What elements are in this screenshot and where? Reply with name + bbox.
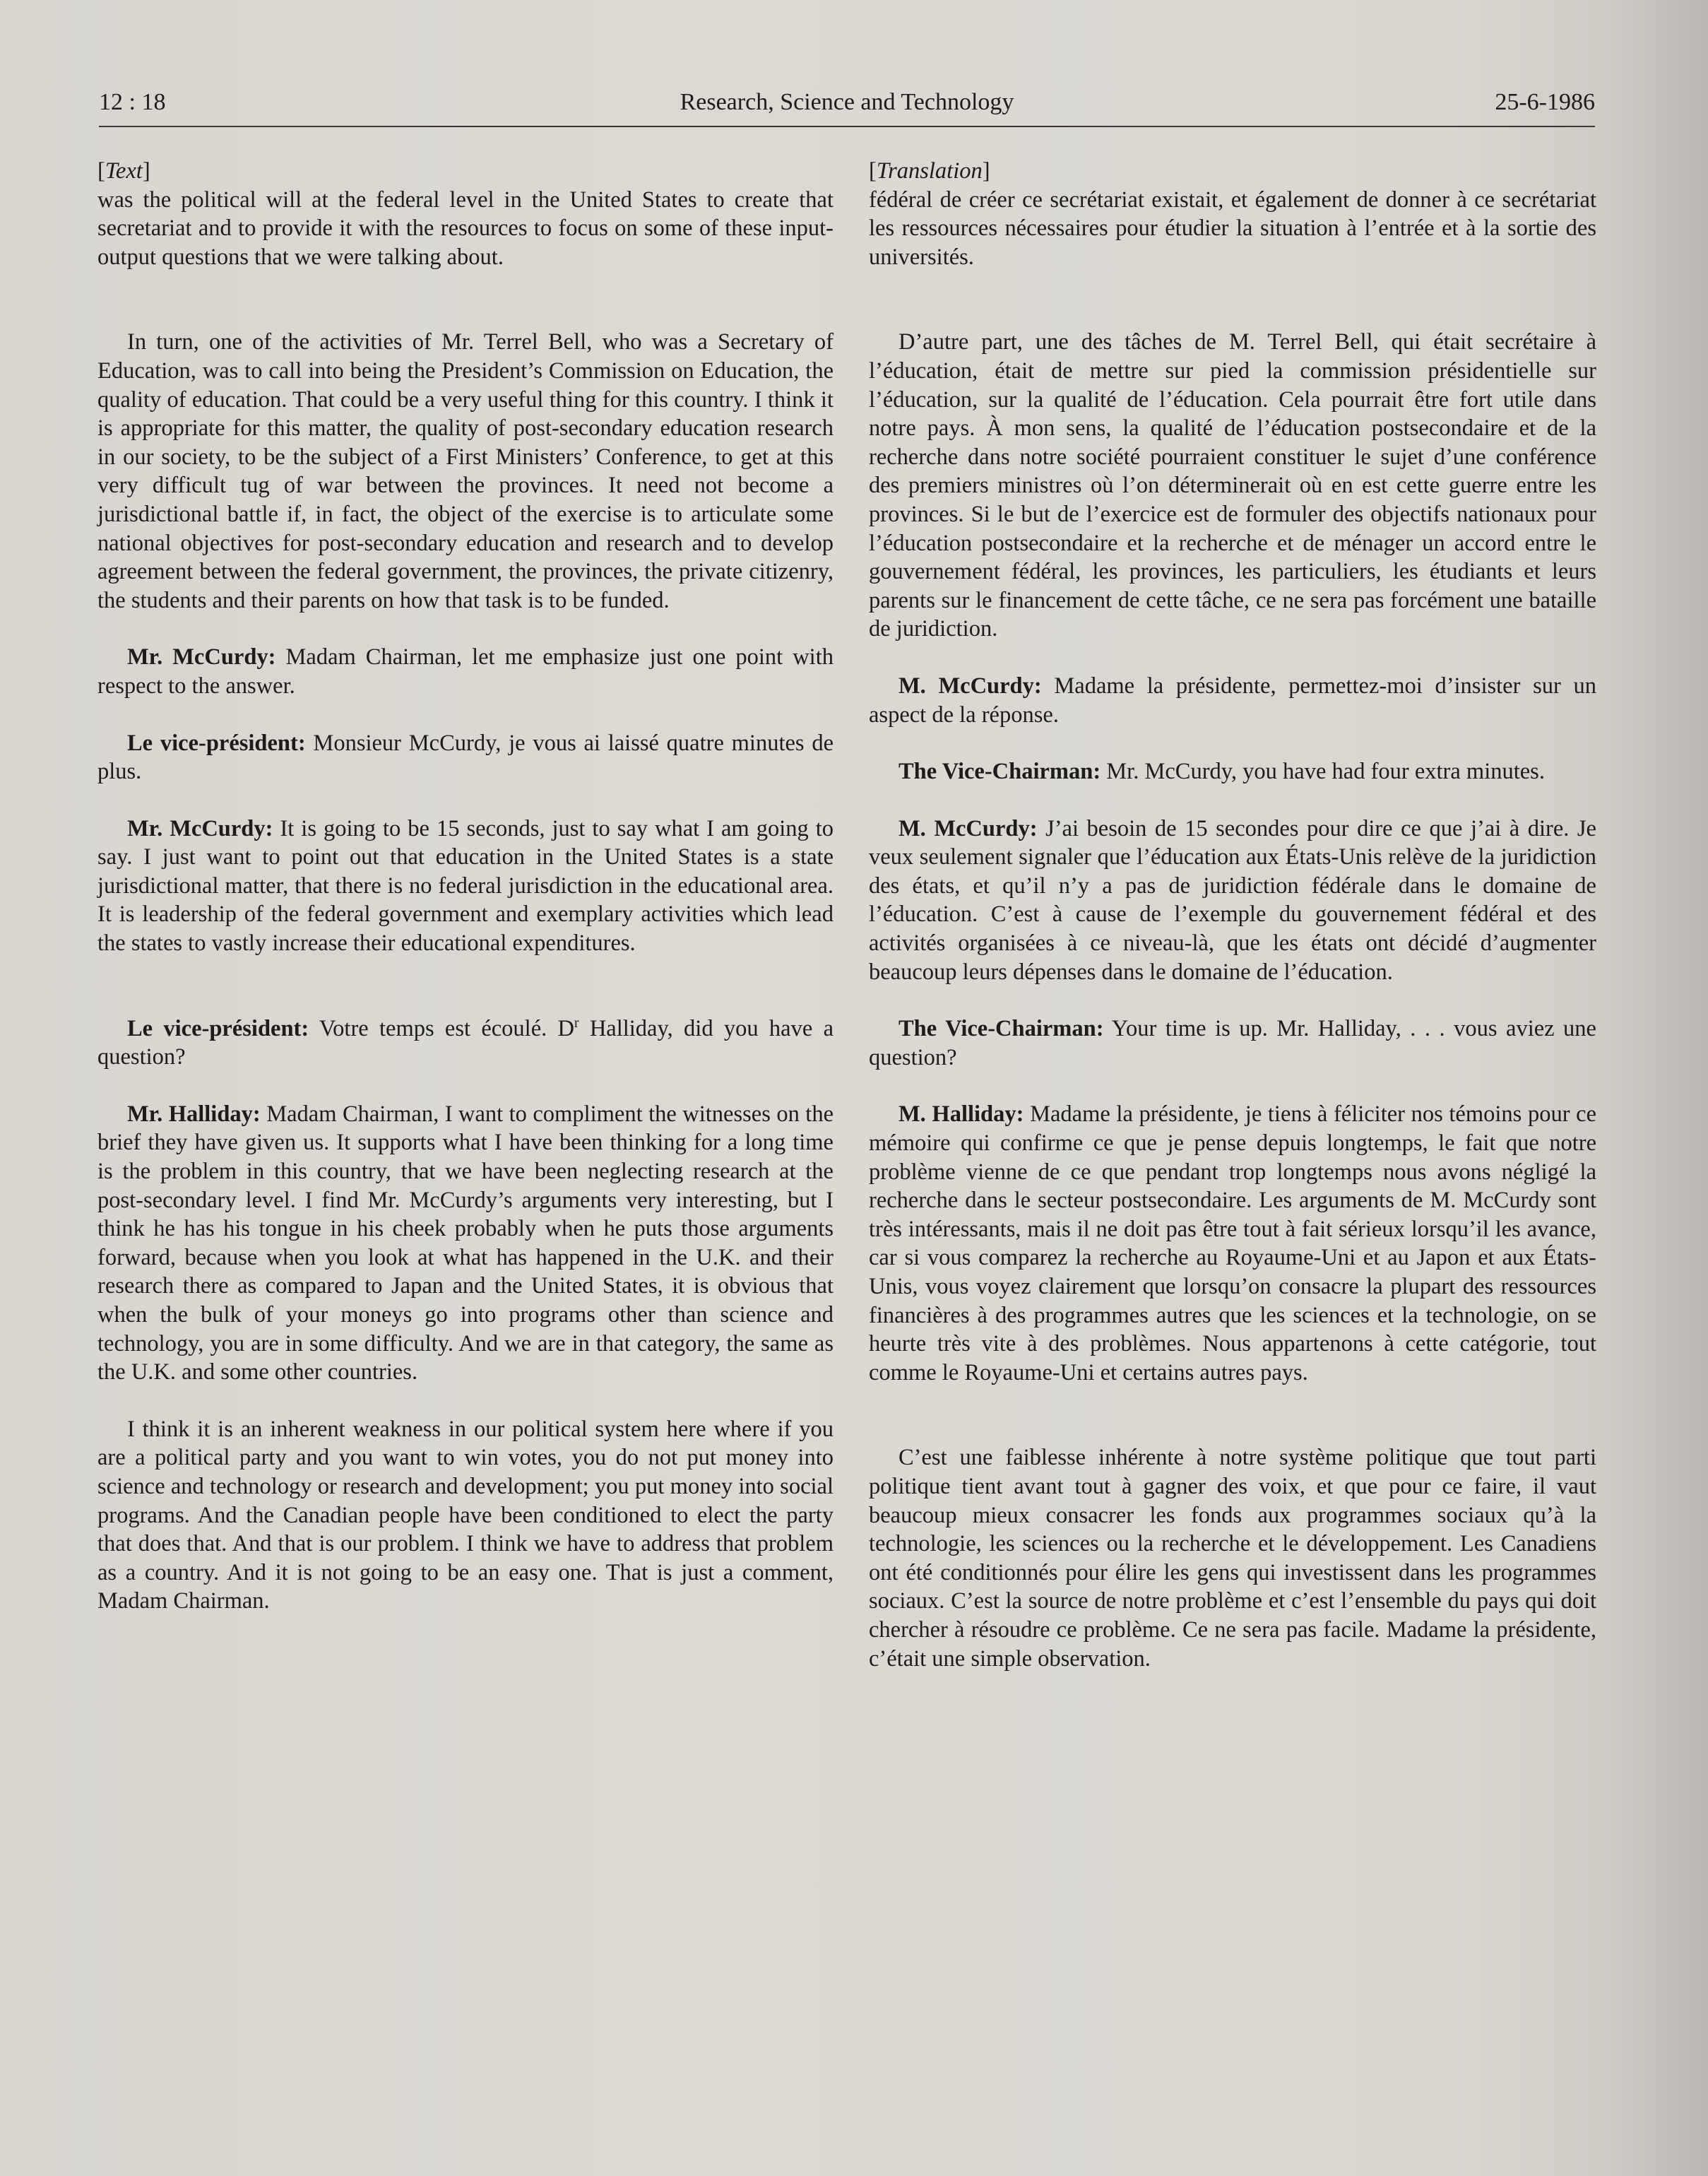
speaker-label: The Vice-Chairman: xyxy=(899,759,1101,785)
paragraph: D’autre part, une des tâches de M. Terrel Bell, qui était secrétaire à l’éducation, était de mettre sur pied la commission présidentielle sur l’éducation, sur la qualité de l’éducation. Cela pourrait être fort utile dans notre pays. À mon sens, la qualité de l’éducation postsecondaire et de la recherche dans notre société pourraient constituer le sujet d’une conférence des premiers ministres où l’on déterminerait où en est cette guerre entre les provinces. Si le but de l’exercice est de formuler des objectifs nationaux pour l’éducation postsecondaire et la recherche et de ménager un accord entre le gouvernement fédéral, les provinces, les particuliers, les étudiants et leurs parents sur le financement de cette tâche, ce ne sera pas forcément une bataille de juridiction. xyxy=(869,329,1596,642)
speaker-label: M. Halliday: xyxy=(899,1101,1024,1128)
paragraph: M. McCurdy: J’ai besoin de 15 secondes pour dire ce que j’ai à dire. Je veux seulement signaler que l’éducation aux États-Unis relève de la juridiction des états, et qu’il n’y a pas de juridiction fédérale dans le domaine de l’éducation. C’est à cause de l’exemple du gouvernement fédéral et des activités organisées à ce niveau-là, que les états ont décidé d’augmenter beaucoup leurs dépenses dans le domaine de l’éducation. xyxy=(869,815,1596,985)
paragraph: The Vice-Chairman: Your time is up. Mr. Halliday, . . . vous aviez une question? xyxy=(869,1016,1596,1070)
header-title: Research, Science and Technology xyxy=(680,89,1014,115)
speaker-label: The Vice-Chairman: xyxy=(899,1016,1104,1042)
speaker-label: M. McCurdy: xyxy=(899,815,1038,841)
paragraph: I think it is an inherent weakness in our political system here where if you are a political party and you want to win votes, you do not put money into science and technology or research and development; you put money into social programs. And the Canadian people have been conditioned to elect the party that does that. And that is our problem. I think we have to address that problem as a country. And it is not going to be an easy one. That is just a comment, Madam Chairman. xyxy=(97,1416,834,1614)
english-column xyxy=(97,157,834,1616)
paragraph: Le vice-président: Monsieur McCurdy, je vous ai laissé quatre minutes de plus. xyxy=(97,730,834,785)
section-tag: [Translation] xyxy=(869,158,990,184)
speaker-label: Mr. McCurdy: xyxy=(127,815,273,841)
paragraph: Mr. Halliday: Madam Chairman, I want to compliment the witnesses on the brief they have given us. It supports what I have been thinking for a long time is the problem in this country, that we have been neglecting research at the post-secondary level. I find Mr. McCurdy’s arguments very interesting, but I think he has his tongue in his cheek probably when he puts those arguments forward, because when you look at what has happened in the U.K. and their research there as compared to Japan and the United States, it is obvious that when the bulk of your moneys go into programs other than science and technology, you are in some difficulty. And we are in that category, the same as the U.K. and some other countries. xyxy=(97,1101,834,1385)
section-tag-text: Translation xyxy=(876,158,983,184)
paragraph: In turn, one of the activities of Mr. Terrel Bell, who was a Secretary of Education, was to call into being the President’s Commission on Education, the quality of education. That could be a very useful thing for this country. I think it is appropriate for this matter, the quality of post-secondary education research in our society, to be the subject of a First Ministers’ Conference, to get at this very difficult tug of war between the provinces. It need not become a jurisdictional battle if, in fact, the object of the exercise is to articulate some national objectives for post-secondary education and research and to develop agreement between the federal government, the provinces, the private citizenry, the students and their parents on how that task is to be funded. xyxy=(97,329,834,613)
paragraph: was the political will at the federal level in the United States to create that secretariat and to provide it with the resources to focus on some of these input-output questions that we were talking about. xyxy=(97,187,834,270)
french-column xyxy=(869,157,1596,1673)
paragraph: Mr. McCurdy: Madam Chairman, let me emphasize just one point with respect to the answer. xyxy=(97,644,834,699)
page-number: 12 : 18 xyxy=(99,89,166,115)
speaker-label: Le vice-président: xyxy=(127,1015,309,1041)
paragraph: M. Halliday: Madame la présidente, je tiens à féliciter nos témoins pour ce mémoire qui confirme ce que je pense depuis longtemps, le fait que notre problème vienne de ce que pendant trop longtemps nous avons négligé la recherche dans le secteur postsecondaire. Les arguments de M. McCurdy sont très intéressants, mais il ne doit pas être tout à fait sérieux lorsqu’il les avance, car si vous comparez la recherche au Royaume-Uni et au Japon et aux États-Unis, vous voyez clairement que lorsqu’on consacre la plupart des ressources financières à des programmes autres que les sciences et la technologie, on se heurte très vite à des problèmes. Nous appartenons à cette catégorie, tout comme le Royaume-Uni et certains autres pays. xyxy=(869,1101,1596,1385)
paragraph: Le vice-président: Votre temps est écoulé. $D^r$ Halliday, did you have a question? xyxy=(97,1015,834,1070)
paragraph: The Vice-Chairman: Mr. McCurdy, you have had four extra minutes. xyxy=(899,759,1545,785)
paragraph: C’est une faiblesse inhérente à notre système politique que tout parti politique tient avant tout à gagner des voix, et que pour ce faire, il vaut beaucoup mieux consacrer les fonds aux programmes sociaux qu’à la technologie, les sciences ou la recherche et le développement. Les Canadiens ont été conditionnés pour élire les gens qui investissent dans les programmes sociaux. C’est la source de notre problème et c’est l’ensemble du pays qui doit chercher à résoudre ce problème. Ce ne sera pas facile. Madame la présidente, c’était une simple observation. xyxy=(869,1445,1596,1672)
paragraph: Mr. McCurdy: It is going to be 15 seconds, just to say what I am going to say. I just want to point out that education in the United States is a state jurisdictional matter, that there is no federal jurisdiction in the educational area. It is leadership of the federal government and exemplary activities which lead the states to vastly increase their educational expenditures. xyxy=(97,815,834,957)
paragraph: M. McCurdy: Madame la présidente, permettez-moi d’insister sur un aspect de la réponse. xyxy=(869,673,1596,728)
speaker-label: Mr. McCurdy: xyxy=(127,644,276,670)
section-tag-text: Text xyxy=(105,158,143,184)
section-tag: [Text] xyxy=(97,158,150,184)
speaker-label: Le vice-président: xyxy=(127,730,306,756)
running-header xyxy=(99,83,1595,127)
paragraph: fédéral de créer ce secrétariat existait, et également de donner à ce secrétariat les ressources nécessaires pour étudier la situation à l’entrée et à la sortie des universités. xyxy=(869,187,1596,270)
speaker-label: Mr. Halliday: xyxy=(127,1101,261,1127)
header-date: 25-6-1986 xyxy=(1495,89,1595,115)
speaker-label: M. McCurdy: xyxy=(899,673,1042,699)
